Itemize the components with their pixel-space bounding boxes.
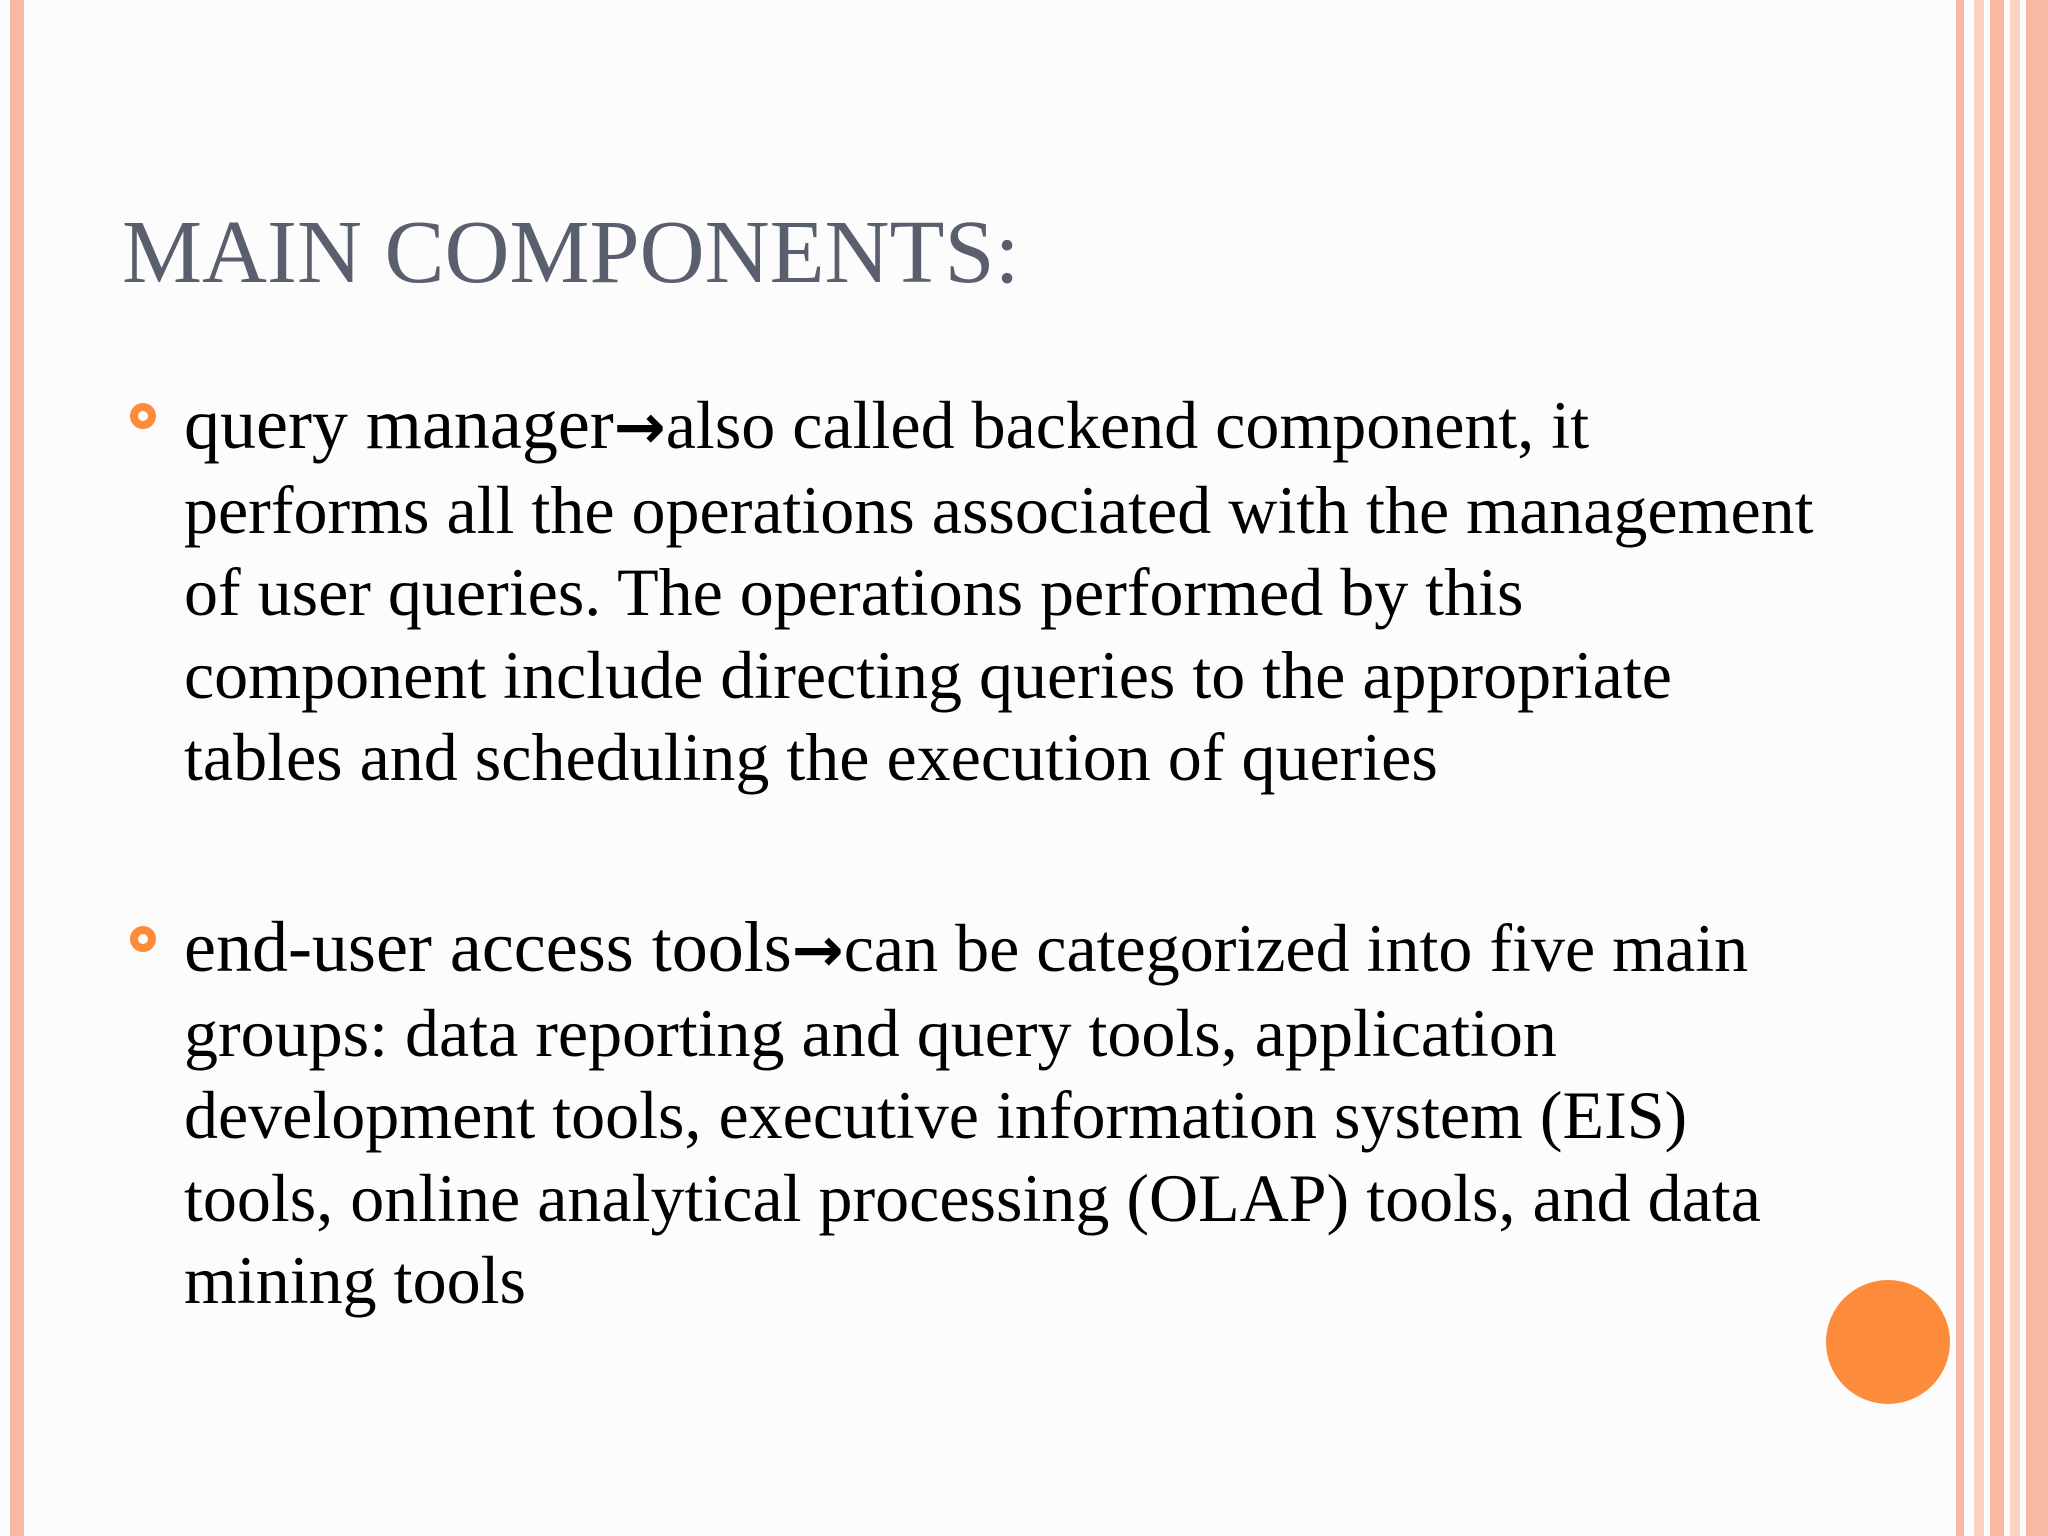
- ring-bullet-icon: [130, 403, 156, 429]
- right-arrow-icon: →: [791, 913, 844, 986]
- right-arrow-icon: →: [613, 390, 666, 463]
- bullet-item-query-manager: [184, 383, 1824, 799]
- orange-circle-icon: [1826, 1280, 1950, 1404]
- slide-title: MAIN COMPONENTS:: [122, 203, 1020, 302]
- bullet-description: also called backend component, it performs all the operations associated with the management of user queries. The operations performed by this component include directing queries to the appropriate tables and scheduling the execution of queries: [184, 387, 1814, 795]
- bullet-term: end-user access tools: [184, 907, 792, 987]
- bullet-term: query manager: [184, 384, 614, 464]
- bullet-item-end-user-access-tools: [184, 906, 1824, 1322]
- bullet-description: can be categorized into five main groups: data reporting and query tools, application development tools, executive information system (EIS) tools, online analytical processing (OLAP) tools, and data mining tools: [184, 910, 1761, 1318]
- ring-bullet-icon: [130, 926, 156, 952]
